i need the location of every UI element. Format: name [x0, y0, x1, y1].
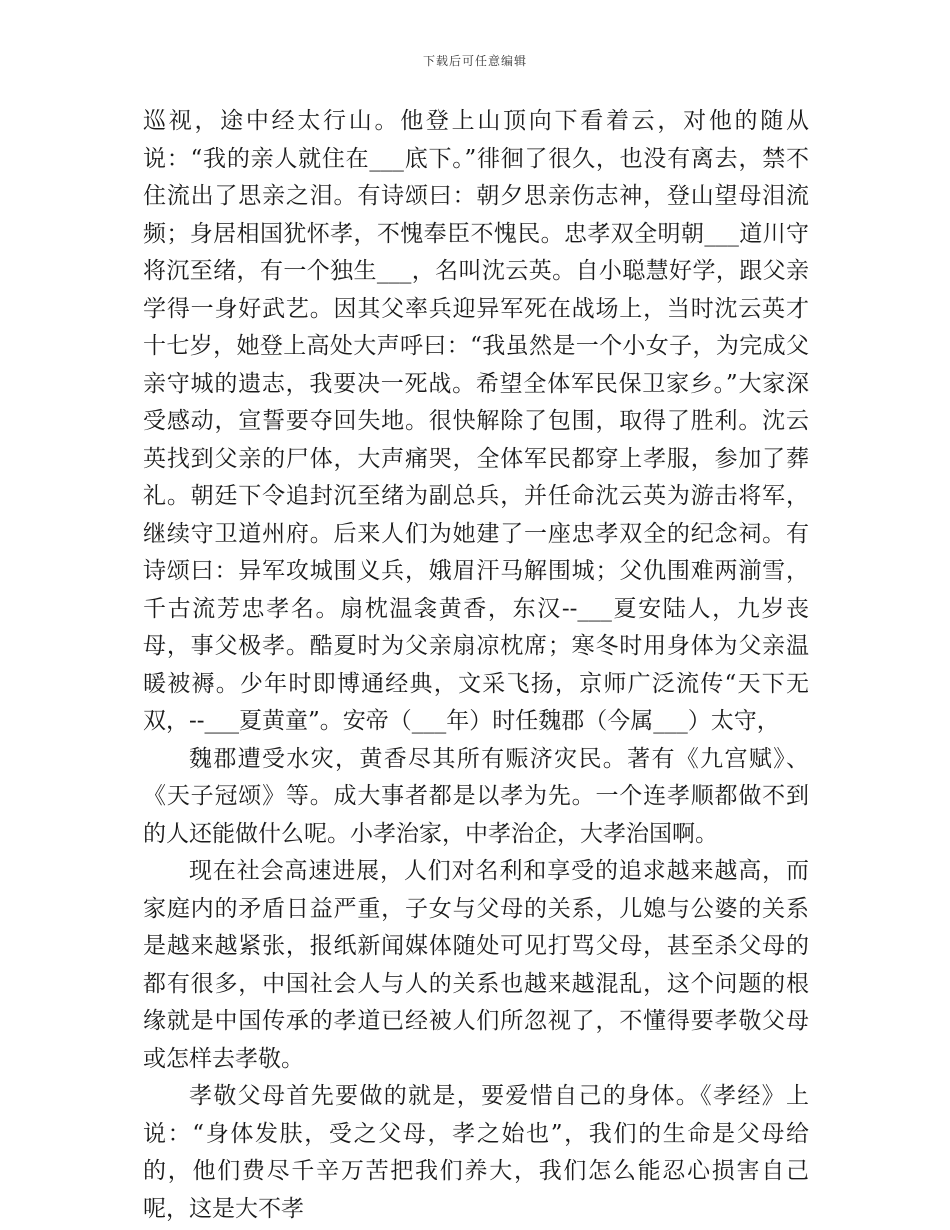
paragraph-1: 巡视，途中经太行山。他登上山顶向下看着云，对他的随从说：“我的亲人就住在___底下。”徘徊了很久，也没有离去，禁不住流出了思亲之泪。有诗颂曰：朝夕思亲伤志神，登山望母泪流频；身居相国犹怀孝，不愧奉臣不愧民。忠孝双全明朝___道川守将沉至绪，有一个独生___，名叫沈云英。自小聪慧好学，跟父亲学得一身好武艺。因其父率兵迎异军死在战场上，当时沈云英才十七岁，她登上高处大声呼曰：“我虽然是一个小女子，为完成父亲守城的遗志，我要决一死战。希望全体军民保卫家乡。”大家深受感动，宣誓要夺回失地。很快解除了包围，取得了胜利。沈云英找到父亲的尸体，大声痛哭，全体军民都穿上孝服，参加了葬礼。朝廷下令追封沉至绪为副总兵，并任命沈云英为游击将军，继续守卫道州府。后来人们为她建了一座忠孝双全的纪念祠。有诗颂曰：异军攻城围义兵，娥眉汗马解围城；父仇围难两湔雪，千古流芳忠孝名。扇枕温衾黄香，东汉--___夏安陆人，九岁丧母，事父极孝。酷夏时为父亲扇凉枕席；寒冬时用身体为父亲温暖被褥。少年时即博通经典，文采飞扬，京师广泛流传“天下无双，--___夏黄童”。安帝（___年）时任魏郡（今属___）太守， [143, 108, 809, 734]
paragraph-2: 魏郡遭受水灾，黄香尽其所有赈济灾民。著有《九宫赋》、《天子冠颂》等。成大事者都是以孝为先。一个连孝顺都做不到的人还能做什么呢。小孝治家，中孝治企，大孝治国啊。 [143, 745, 809, 847]
paragraph-3: 现在社会高速进展，人们对名利和享受的追求越来越高，而家庭内的矛盾日益严重，子女与父母的关系，儿媳与公婆的关系是越来越紧张，报纸新闻媒体随处可见打骂父母，甚至杀父母的都有很多，中国社会人与人的关系也越来越混乱，这个问题的根缘就是中国传承的孝道已经被人们所忽视了，不懂得要孝敬父母或怎样去孝敬。 [143, 858, 809, 1072]
page-header: 下载后可任意编辑 [422, 54, 527, 68]
paragraph-4: 孝敬父母首先要做的就是，要爱惜自己的身体。《孝经》上说：“身体发肤，受之父母，孝之始也”，我们的生命是父母给的，他们费尽千辛万苦把我们养大，我们怎么能忍心损害自己呢，这是大不孝 [143, 1083, 809, 1222]
document-body [143, 103, 809, 1228]
